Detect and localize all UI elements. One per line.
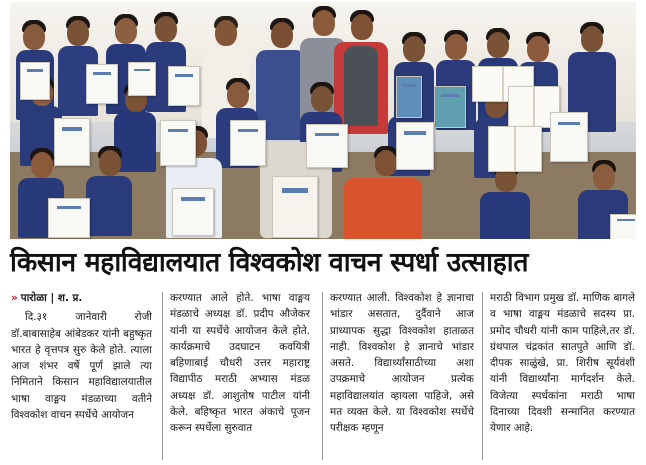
article-column-3 bbox=[330, 290, 474, 437]
book bbox=[550, 112, 588, 162]
book bbox=[306, 124, 348, 168]
book bbox=[160, 120, 196, 166]
dateline-place: पारोळा bbox=[20, 292, 47, 304]
book bbox=[230, 120, 266, 166]
book bbox=[172, 188, 214, 236]
column-divider bbox=[482, 292, 483, 460]
book bbox=[396, 122, 434, 170]
article-text-1: दि.३१ जानेवारी रोजी डॉ.बाबासाहेब आंबेडकर यांनी बहुष्कृत भारत हे वृत्तपत्र सुरु केले होते. त्याला आज शंभर वर्षे पूर्ण झाले त्या निमिताने किसान महाविद्यालयातील भाषा वाङ्मय मंडळाच्या वतीने विश्वकोश वाचन स्पर्धेचे आयोजन bbox=[11, 311, 152, 422]
book bbox=[20, 62, 50, 100]
article-text-4: मराठी विभाग प्रमुख डॉ. माणिक बागले व भाषा वाङ्मय मंडळाचे सदस्य प्रा. प्रमोद चौधरी यांनी काम पाहिले,तर डॉ. ग्रंथपाल चंद्रकांत सातपुते आणि डॉ. दीपक साळुंखे, प्रा. शिरीष सूर्यवंशी यांनी विद्यार्थ्यांना मार्गदर्शन केले. विजेत्या स्पर्धकांना मराठी भाषा दिनाच्या दिवशी सन्मानित करण्यात येणार आहे. bbox=[490, 292, 635, 435]
book bbox=[434, 86, 466, 128]
news-photo bbox=[10, 2, 636, 239]
article-column-1 bbox=[11, 290, 152, 423]
book bbox=[54, 118, 90, 166]
book bbox=[86, 64, 118, 104]
open-book bbox=[488, 126, 542, 172]
book bbox=[610, 214, 636, 239]
article-text-2: करण्यात आले होते. भाषा वाङ्मय मंडळाचे अध्यक्ष डॉ. प्रदीप औजेकर यांनी या स्पर्धेचे आयोजन केले होते. कार्यक्रमाचे उदघाटन कवयित्री बहिणाबाई चौधरी उत्तर महाराष्ट्र विद्यापीठ मराठी अभ्यास मंडळ अध्यक्ष डॉ. आशुतोष पाटील यांनी केले. बहिष्कृत भारत अंकाचे पूजन करून स्पर्धेला सुरुवात bbox=[170, 292, 310, 435]
book-ambedkar-cover bbox=[272, 176, 318, 238]
dateline bbox=[11, 290, 152, 306]
dateline-arrow-icon: » bbox=[11, 292, 18, 304]
article-column-4 bbox=[490, 290, 635, 437]
book bbox=[128, 62, 156, 96]
book bbox=[396, 76, 422, 118]
dateline-source: श. प्र. bbox=[57, 292, 83, 304]
dateline-separator: | bbox=[50, 292, 55, 304]
article-column-2 bbox=[170, 290, 310, 437]
article-text-3: करण्यात आली. विश्वकोश हे ज्ञानाचा भांडार असतात, दुर्दैवाने आज प्राध्यापक सुद्धा विश्वकोश हाताळत नाही. विश्वकोश हे ज्ञानाचे भांडार असते. विद्यार्थ्यांसाठीच्या अशा उपक्रमाचे आयोजन प्रत्येक महाविद्यालयांत व्हायला पाहिजे, असे मत व्यक्त केले. या विश्वकोश स्पर्धेचे परीक्षक म्हणून bbox=[330, 292, 474, 435]
column-divider bbox=[162, 292, 163, 460]
book bbox=[168, 66, 200, 106]
book bbox=[48, 198, 90, 238]
headline: किसान महाविद्यालयात विश्वकोश वाचन स्पर्धा उत्साहात bbox=[10, 247, 529, 278]
column-divider bbox=[322, 292, 323, 460]
